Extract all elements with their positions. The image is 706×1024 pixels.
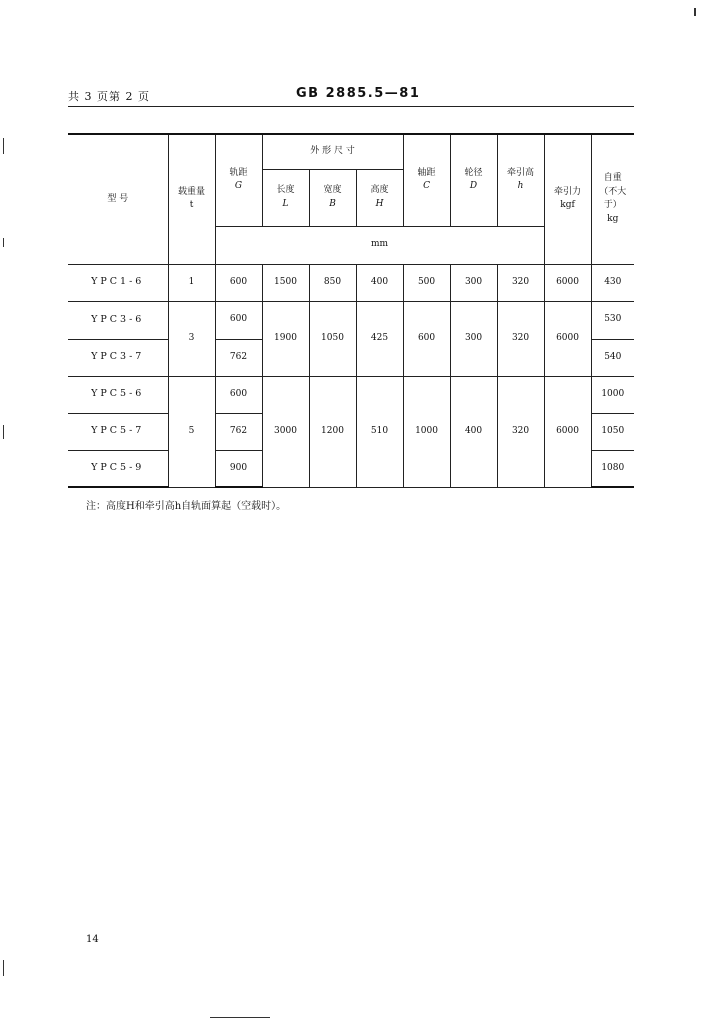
height-cell: 425 — [356, 301, 403, 376]
width-cell: 1050 — [309, 301, 356, 376]
gauge-cell: 600 — [215, 301, 262, 339]
standard-code: GB 2885.5—81 — [296, 86, 421, 101]
col-force-header — [544, 134, 591, 264]
col-weight-qual-1: （不大 — [599, 186, 627, 197]
col-weight-qual-2: 于） — [603, 200, 622, 211]
model-cell: YPC3-6 — [68, 301, 168, 339]
weight-cell: 530 — [591, 301, 634, 339]
col-len-symbol: L — [282, 198, 289, 209]
page-number: 14 — [86, 934, 99, 945]
col-hgt-label: 高度 — [370, 185, 389, 195]
weight-cell: 1000 — [591, 376, 634, 413]
model-cell: YPC5-9 — [68, 450, 168, 487]
wheel-cell: 300 — [450, 264, 497, 301]
col-gauge-label: 轨距 — [229, 167, 248, 178]
weight-cell: 540 — [591, 339, 634, 376]
col-wheel-symbol: D — [469, 181, 478, 192]
table-row — [68, 264, 634, 301]
table-note: 注：高度H和牵引高h自轨面算起（空载时）。 — [86, 501, 287, 512]
col-model-header — [68, 134, 168, 264]
force-cell: 6000 — [544, 301, 591, 376]
table-row — [68, 301, 634, 339]
col-wheel-header — [450, 134, 497, 226]
wheelbase-cell: 1000 — [403, 376, 450, 487]
col-hitch-label: 牵引高 — [507, 167, 535, 178]
height-cell: 400 — [356, 264, 403, 301]
col-wid-label: 宽度 — [323, 185, 342, 195]
length-cell: 1500 — [262, 264, 309, 301]
col-hitch-header — [497, 134, 544, 226]
col-len-label: 长度 — [276, 185, 295, 195]
col-wheelbase-header — [403, 134, 450, 226]
load-cell: 1 — [168, 264, 215, 301]
width-cell: 850 — [309, 264, 356, 301]
col-force-label: 牵引力 — [554, 186, 582, 197]
scan-mark — [3, 238, 4, 247]
header-row-1 — [68, 134, 634, 169]
force-cell: 6000 — [544, 264, 591, 301]
gauge-cell: 900 — [215, 450, 262, 487]
col-dims-header: 外 形 尺 寸 — [262, 134, 403, 169]
col-wid-header — [309, 169, 356, 226]
col-weight-header — [591, 134, 634, 264]
page-info: 共 3 页第 2 页 — [68, 90, 150, 103]
weight-cell: 1080 — [591, 450, 634, 487]
col-hgt-symbol: H — [375, 198, 384, 209]
model-cell: YPC5-7 — [68, 413, 168, 450]
load-cell: 3 — [168, 301, 215, 376]
col-wid-symbol: B — [329, 198, 336, 209]
col-load-header — [168, 134, 215, 264]
col-gauge-header — [215, 134, 262, 226]
gauge-cell: 600 — [215, 376, 262, 413]
model-cell: YPC1-6 — [68, 264, 168, 301]
scan-mark — [694, 8, 696, 16]
length-cell: 3000 — [262, 376, 309, 487]
length-cell: 1900 — [262, 301, 309, 376]
model-cell: YPC3-7 — [68, 339, 168, 376]
hitch-cell: 320 — [497, 301, 544, 376]
col-weight-label: 自重 — [603, 173, 622, 184]
col-weight-unit: kg — [607, 213, 619, 224]
col-load-label: 载重量 — [177, 186, 205, 197]
unit-mm: mm — [215, 226, 544, 264]
model-cell: YPC5-6 — [68, 376, 168, 413]
scan-mark — [3, 960, 4, 976]
col-wheelbase-symbol: C — [423, 181, 430, 192]
gauge-cell: 600 — [215, 264, 262, 301]
weight-cell: 1050 — [591, 413, 634, 450]
spec-table — [68, 133, 634, 488]
col-load-unit: t — [189, 200, 194, 211]
col-gauge-symbol: G — [234, 181, 243, 192]
col-wheel-label: 轮径 — [464, 167, 483, 178]
scan-mark — [3, 425, 4, 439]
col-hitch-symbol: h — [517, 181, 524, 192]
gauge-cell: 762 — [215, 413, 262, 450]
spec-table-wrap — [68, 133, 634, 488]
wheelbase-cell: 600 — [403, 301, 450, 376]
col-force-unit: kgf — [560, 200, 575, 211]
col-wheelbase-label: 轴距 — [417, 167, 436, 178]
weight-cell: 430 — [591, 264, 634, 301]
width-cell: 1200 — [309, 376, 356, 487]
hitch-cell: 320 — [497, 376, 544, 487]
table-row — [68, 376, 634, 413]
load-cell: 5 — [168, 376, 215, 487]
wheelbase-cell: 500 — [403, 264, 450, 301]
col-len-header — [262, 169, 309, 226]
header-rule — [68, 106, 634, 107]
col-hgt-header — [356, 169, 403, 226]
wheel-cell: 300 — [450, 301, 497, 376]
scan-mark — [210, 1017, 270, 1018]
wheel-cell: 400 — [450, 376, 497, 487]
gauge-cell: 762 — [215, 339, 262, 376]
height-cell: 510 — [356, 376, 403, 487]
force-cell: 6000 — [544, 376, 591, 487]
hitch-cell: 320 — [497, 264, 544, 301]
col-model-label: 型 号 — [107, 193, 129, 204]
scan-mark — [3, 138, 4, 154]
